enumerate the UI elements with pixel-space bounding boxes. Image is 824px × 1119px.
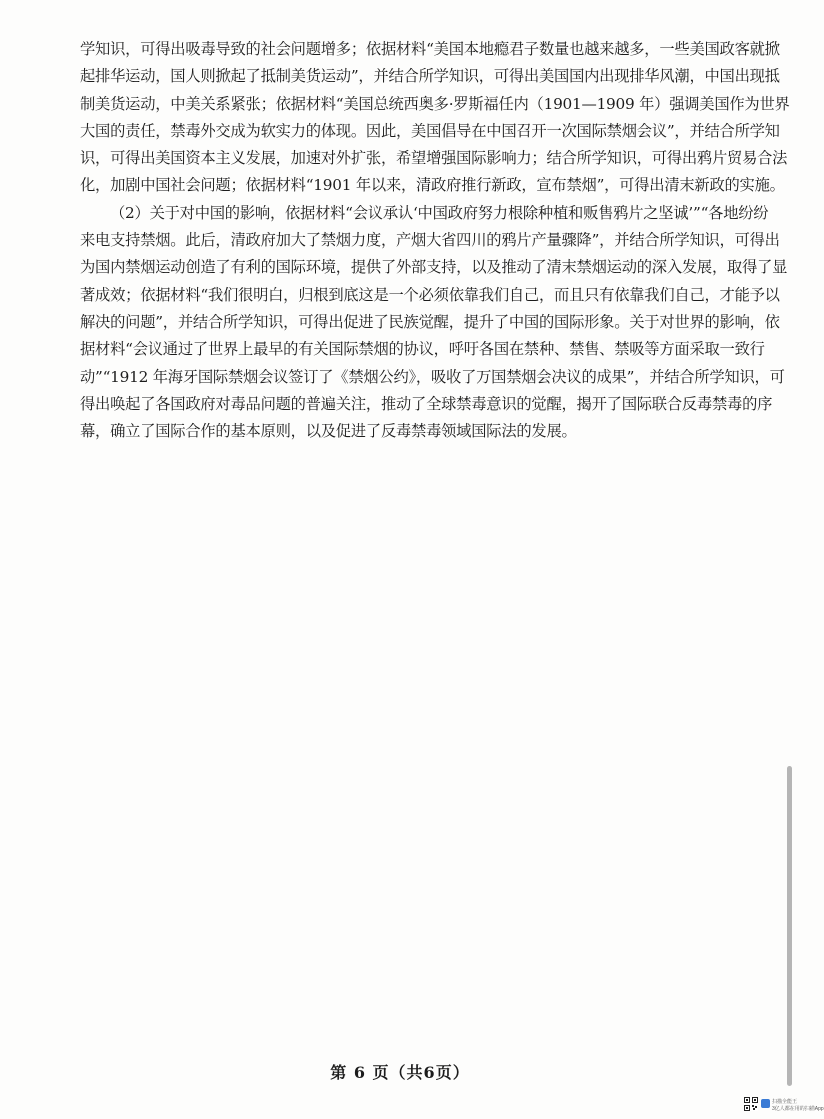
text-line: 著成效；依据材料“我们很明白，归根到底这是一个必须依靠我们自己，而且只有依靠我们自己，才能予以 [80, 285, 780, 304]
text-line: 解决的问题”，并结合所学知识，可得出促进了民族觉醒，提升了中国的国际形象。关于对世界的影响，依 [80, 312, 780, 331]
text-line: 识，可得出美国资本主义发展，加速对外扩张，希望增强国际影响力；结合所学知识，可得出鸦片贸易合法 [80, 149, 788, 168]
watermark-title: 扫描全能王 [772, 1099, 798, 1105]
paragraph-2 [80, 200, 788, 446]
text-line: 学知识，可得出吸毒导致的社会问题增多；依据材料“美国本地瘾君子数量也越来越多，一些美国政客就掀 [80, 40, 780, 58]
watermark-subtitle: 3亿人都在用的扫描App [772, 1106, 824, 1112]
watermark-label [772, 1098, 824, 1112]
text-line: 制美货运动，中美关系紧张；依据材料“美国总统西奥多·罗斯福任内（1901—1909 年）强调美国作为世界 [80, 94, 790, 113]
text-line: 起排华运动，国人则掀起了抵制美货运动”，并结合所学知识，可得出美国国内出现排华风潮，中国出现抵 [80, 67, 780, 86]
text-line: 化，加剧中国社会问题；依据材料“1901 年以来，清政府推行新政，宣布禁烟”，可得出清末新政的实施。 [80, 176, 785, 195]
text-line: 来电支持禁烟。此后，清政府加大了禁烟力度，产烟大省四川的鸦片产量骤降”，并结合所学知识，可得出 [80, 231, 780, 250]
text-line: 得出唤起了各国政府对毒品问题的普遍关注，推动了全球禁毒意识的觉醒，揭开了国际联合反毒禁毒的序 [80, 394, 773, 413]
vertical-scrollbar[interactable] [787, 766, 792, 1086]
qr-code-icon [744, 1097, 758, 1111]
text-line: 大国的责任，禁毒外交成为软实力的体现。因此，美国倡导在中国召开一次国际禁烟会议”，并结合所学知 [80, 121, 780, 140]
text-line: 幕，确立了国际合作的基本原则，以及促进了反毒禁毒领域国际法的发展。 [80, 422, 577, 441]
scanner-logo-icon [761, 1099, 770, 1108]
text-line: 动”“1912 年海牙国际禁烟会议签订了《禁烟公约》，吸收了万国禁烟会决议的成果”，并结合所学知识，可 [80, 367, 785, 386]
text-line: （2）关于对中国的影响，依据材料“会议承认‘中国政府努力根除种植和贩售鸦片之坚诚’”“各地纷纷 [110, 203, 769, 222]
paragraph-1 [80, 36, 790, 200]
page-footer: 第 6 页（共6页） [330, 1063, 470, 1082]
text-line: 据材料“会议通过了世界上最早的有关国际禁烟的协议，呼吁各国在禁种、禁售、禁吸等方面采取一致行 [80, 340, 765, 359]
document-body [80, 36, 790, 445]
text-line: 为国内禁烟运动创造了有利的国际环境，提供了外部支持，以及推动了清末禁烟运动的深入发展，取得了显 [80, 258, 788, 277]
